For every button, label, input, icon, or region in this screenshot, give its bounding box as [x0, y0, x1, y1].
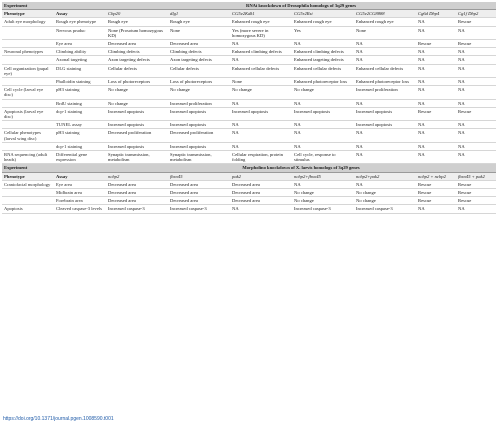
table-row: [2, 26, 496, 39]
result-cell: NA: [416, 56, 456, 64]
result-cell: NA: [230, 56, 292, 64]
result-cell: NA: [416, 142, 456, 150]
phenotype-cell: Apoptosis: [2, 205, 54, 213]
result-cell: Increased apoptosis: [354, 107, 416, 120]
result-cell: Rescue: [456, 107, 496, 120]
result-cell: Rescue: [456, 18, 496, 26]
result-cell: Rescue: [416, 189, 456, 197]
result-cell: NA: [416, 48, 456, 56]
result-cell: Decreased area: [106, 189, 168, 197]
result-cell: Decreased proliferation: [106, 129, 168, 142]
result-cell: Rescue: [416, 107, 456, 120]
result-cell: NA: [416, 64, 456, 77]
doi-link[interactable]: https://doi.org/10.1371/journal.pgen.1008590.t001: [3, 416, 114, 422]
result-cell: NA: [416, 129, 456, 142]
results-table: [2, 2, 496, 214]
result-cell: NA: [416, 26, 456, 39]
result-cell: Decreased area: [230, 180, 292, 188]
assay-cell: Phalloidin staining: [54, 78, 106, 86]
result-cell: Cellular respiration, protein folding: [230, 151, 292, 164]
result-cell: Synaptic transmission, metabolism: [106, 151, 168, 164]
column-header: Cg1f Dbp2: [456, 10, 496, 18]
result-cell: Cell cycle, response to stimulus: [292, 151, 354, 164]
result-cell: Enhanced climbing defects: [230, 48, 292, 56]
result-cell: NA: [416, 86, 456, 99]
result-cell: Decreased proliferation: [168, 129, 230, 142]
result-cell: Yes (more severe in homozygous KD): [230, 26, 292, 39]
result-cell: None: [168, 26, 230, 39]
result-cell: NA: [292, 129, 354, 142]
result-cell: NA: [456, 48, 496, 56]
column-header: fbxo45 + pak2: [456, 172, 496, 180]
assay-cell: pH3 staining: [54, 86, 106, 99]
result-cell: Cellular defects: [168, 64, 230, 77]
result-cell: Enhanced climbing defects: [292, 48, 354, 56]
result-cell: No change: [354, 189, 416, 197]
result-cell: NA: [456, 129, 496, 142]
result-cell: Decreased area: [168, 197, 230, 205]
phenotype-cell: [2, 121, 54, 129]
result-cell: Rescue: [456, 180, 496, 188]
result-cell: Increased caspase-3: [168, 205, 230, 213]
assay-cell: Nervous pruduc: [54, 26, 106, 39]
result-cell: NA: [456, 78, 496, 86]
phenotype-cell: [2, 142, 54, 150]
result-cell: NA: [354, 56, 416, 64]
result-cell: NA: [292, 121, 354, 129]
result-cell: NA: [230, 99, 292, 107]
result-cell: Increased apoptosis: [168, 121, 230, 129]
result-cell: NA: [292, 142, 354, 150]
assay-cell: Differential gene expression: [54, 151, 106, 164]
result-cell: Enhanced cellular defects: [230, 64, 292, 77]
result-cell: Increased proliferation: [168, 99, 230, 107]
result-cell: Decreased area: [106, 180, 168, 188]
result-cell: Axon targeting defects: [168, 56, 230, 64]
result-cell: NA: [416, 18, 456, 26]
result-cell: NA: [354, 180, 416, 188]
column-header: Phenotype: [2, 10, 54, 18]
section-title: RNAi knockdown of Drosophila homologs of 3q29 genes: [106, 2, 496, 10]
result-cell: NA: [354, 48, 416, 56]
result-cell: Enhanced cellular defects: [354, 64, 416, 77]
column-header: dlg1: [168, 10, 230, 18]
assay-cell: Axonal targeting: [54, 56, 106, 64]
result-cell: Rough eye: [106, 18, 168, 26]
result-cell: No change: [230, 86, 292, 99]
result-cell: None (Prosotum homozygous KD): [106, 26, 168, 39]
assay-cell: Eye area: [54, 40, 106, 48]
result-cell: NA: [456, 86, 496, 99]
result-cell: NA: [354, 151, 416, 164]
result-cell: Increased caspase-3: [292, 205, 354, 213]
result-cell: Increased apoptosis: [106, 142, 168, 150]
assay-cell: dcp-1 staining: [54, 107, 106, 120]
table-row: [2, 86, 496, 99]
result-cell: Rescue: [456, 189, 496, 197]
result-cell: Decreased area: [168, 189, 230, 197]
phenotype-cell: Cell cycle (larval eye disc): [2, 86, 54, 99]
result-cell: Rescue: [456, 197, 496, 205]
result-cell: Rescue: [456, 40, 496, 48]
result-cell: NA: [456, 56, 496, 64]
assay-cell: Forebrain area: [54, 197, 106, 205]
assay-cell: Climbing ability: [54, 48, 106, 56]
assay-cell: dcp-1 staining: [54, 142, 106, 150]
phenotype-cell: Cellular phenotypes (larval wing disc): [2, 129, 54, 142]
result-cell: None: [230, 78, 292, 86]
phenotype-cell: [2, 197, 54, 205]
result-cell: No change: [168, 86, 230, 99]
result-cell: Rescue: [416, 180, 456, 188]
result-cell: Cellular defects: [106, 64, 168, 77]
result-cell: Decreased area: [168, 40, 230, 48]
experiment-label: Experiment: [2, 2, 106, 10]
result-cell: Increased apoptosis: [354, 121, 416, 129]
column-header: CG5r2Rsi: [292, 10, 354, 18]
result-cell: No change: [106, 86, 168, 99]
table-row: [2, 151, 496, 164]
result-cell: No change: [292, 189, 354, 197]
result-cell: Enhanced cellular defects: [292, 64, 354, 77]
result-cell: Increased apoptosis: [106, 121, 168, 129]
result-cell: NA: [230, 40, 292, 48]
section-title: Morpholino knockdown of X. laevis homologs of 3q29 genes: [106, 164, 496, 172]
result-cell: Synaptic transmission, metabolism: [168, 151, 230, 164]
table-row: [2, 56, 496, 64]
assay-cell: pH3 staining: [54, 129, 106, 142]
experiment-label: Experiment: [2, 164, 106, 172]
result-cell: NA: [416, 78, 456, 86]
result-cell: NA: [292, 40, 354, 48]
result-cell: NA: [230, 142, 292, 150]
phenotype-cell: [2, 99, 54, 107]
result-cell: Increased caspase-3: [354, 205, 416, 213]
phenotype-cell: [2, 189, 54, 197]
result-cell: Loss of photoreceptors: [168, 78, 230, 86]
assay-cell: DLG staining: [54, 64, 106, 77]
result-cell: NA: [416, 151, 456, 164]
phenotype-cell: RNA sequencing (adult heads): [2, 151, 54, 164]
column-header-row: [2, 172, 496, 180]
result-cell: Climbing defects: [106, 48, 168, 56]
phenotype-cell: Cell organization (pupal eye): [2, 64, 54, 77]
result-cell: NA: [456, 205, 496, 213]
result-cell: NA: [230, 121, 292, 129]
table-row: [2, 18, 496, 26]
phenotype-cell: [2, 40, 54, 48]
result-cell: Climbing defects: [168, 48, 230, 56]
result-cell: No change: [354, 197, 416, 205]
assay-cell: Midbrain area: [54, 189, 106, 197]
result-cell: Decreased area: [106, 40, 168, 48]
result-cell: NA: [354, 40, 416, 48]
table-row: [2, 197, 496, 205]
result-cell: Decreased area: [230, 189, 292, 197]
column-header: Cg6d Dbp4: [416, 10, 456, 18]
phenotype-cell: [2, 56, 54, 64]
section-title-row: [2, 164, 496, 172]
column-header: ncbp2+pak2: [354, 172, 416, 180]
table-row: [2, 64, 496, 77]
result-cell: Increased apoptosis: [292, 107, 354, 120]
phenotype-cell: [2, 78, 54, 86]
result-cell: Enhanced rough eye: [354, 18, 416, 26]
column-header: ncbp2+fbxo45: [292, 172, 354, 180]
column-header-row: [2, 10, 496, 18]
assay-cell: TUNEL assay: [54, 121, 106, 129]
table-row: [2, 40, 496, 48]
result-cell: Enhanced targeting defects: [292, 56, 354, 64]
phenotype-cell: Neuronal phenotypes: [2, 48, 54, 56]
column-header: CG5e2Kdk1: [230, 10, 292, 18]
table-row: [2, 142, 496, 150]
result-cell: Decreased area: [168, 180, 230, 188]
result-cell: No change: [292, 86, 354, 99]
result-cell: No change: [106, 99, 168, 107]
result-cell: Axon targeting defects: [106, 56, 168, 64]
result-cell: Rough eye: [168, 18, 230, 26]
column-header: CG5e2CG8888: [354, 10, 416, 18]
column-header: Assay: [54, 172, 106, 180]
result-cell: NA: [456, 64, 496, 77]
result-cell: Increased apoptosis: [168, 107, 230, 120]
result-cell: NA: [416, 121, 456, 129]
result-cell: NA: [354, 142, 416, 150]
column-header: fbxo45: [168, 172, 230, 180]
result-cell: NA: [230, 129, 292, 142]
table-row: [2, 121, 496, 129]
table-row: [2, 78, 496, 86]
result-cell: Increased proliferation: [354, 86, 416, 99]
result-cell: NA: [354, 129, 416, 142]
result-cell: NA: [456, 26, 496, 39]
result-cell: Enhanced photoreceptor loss: [354, 78, 416, 86]
column-header: ncbp2 + ncbp2: [416, 172, 456, 180]
column-header: Phenotype: [2, 172, 54, 180]
result-cell: NA: [416, 205, 456, 213]
assay-cell: Cleaved caspase-3 levels: [54, 205, 106, 213]
assay-cell: Eye area: [54, 180, 106, 188]
assay-cell: BrdU staining: [54, 99, 106, 107]
result-cell: NA: [292, 99, 354, 107]
table-row: [2, 180, 496, 188]
result-cell: Rescue: [416, 40, 456, 48]
result-cell: Loss of photoreceptors: [106, 78, 168, 86]
result-cell: NA: [456, 142, 496, 150]
result-cell: Rescue: [416, 197, 456, 205]
result-cell: NA: [354, 99, 416, 107]
phenotype-cell: Apoptosis (larval eye disc): [2, 107, 54, 120]
result-cell: Increased apoptosis: [230, 107, 292, 120]
result-cell: No change: [292, 197, 354, 205]
table-row: [2, 189, 496, 197]
result-cell: NA: [456, 151, 496, 164]
result-cell: Decreased area: [230, 197, 292, 205]
result-cell: Increased caspase-3: [106, 205, 168, 213]
result-cell: NA: [416, 99, 456, 107]
column-header: pak2: [230, 172, 292, 180]
result-cell: Decreased area: [106, 197, 168, 205]
result-cell: None: [354, 26, 416, 39]
column-header: Assay: [54, 10, 106, 18]
result-cell: Enhanced rough eye: [292, 18, 354, 26]
table-row: [2, 107, 496, 120]
phenotype-cell: [2, 26, 54, 39]
table-row: [2, 205, 496, 213]
column-header: ncbp2: [106, 172, 168, 180]
result-cell: NA: [230, 205, 292, 213]
table-row: [2, 129, 496, 142]
result-cell: Enhanced rough eye: [230, 18, 292, 26]
result-cell: NA: [456, 121, 496, 129]
result-cell: Increased apoptosis: [106, 107, 168, 120]
result-cell: Enhanced photoreceptor loss: [292, 78, 354, 86]
result-cell: Yes: [292, 26, 354, 39]
result-cell: Increased apoptosis: [168, 142, 230, 150]
phenotype-cell: Adult eye morphology: [2, 18, 54, 26]
section-title-row: [2, 2, 496, 10]
table-row: [2, 48, 496, 56]
table-row: [2, 99, 496, 107]
result-cell: NA: [456, 99, 496, 107]
column-header: Cbp20: [106, 10, 168, 18]
assay-cell: Rough eye phenotype: [54, 18, 106, 26]
result-cell: NA: [292, 180, 354, 188]
phenotype-cell: Craniofacial morphology: [2, 180, 54, 188]
